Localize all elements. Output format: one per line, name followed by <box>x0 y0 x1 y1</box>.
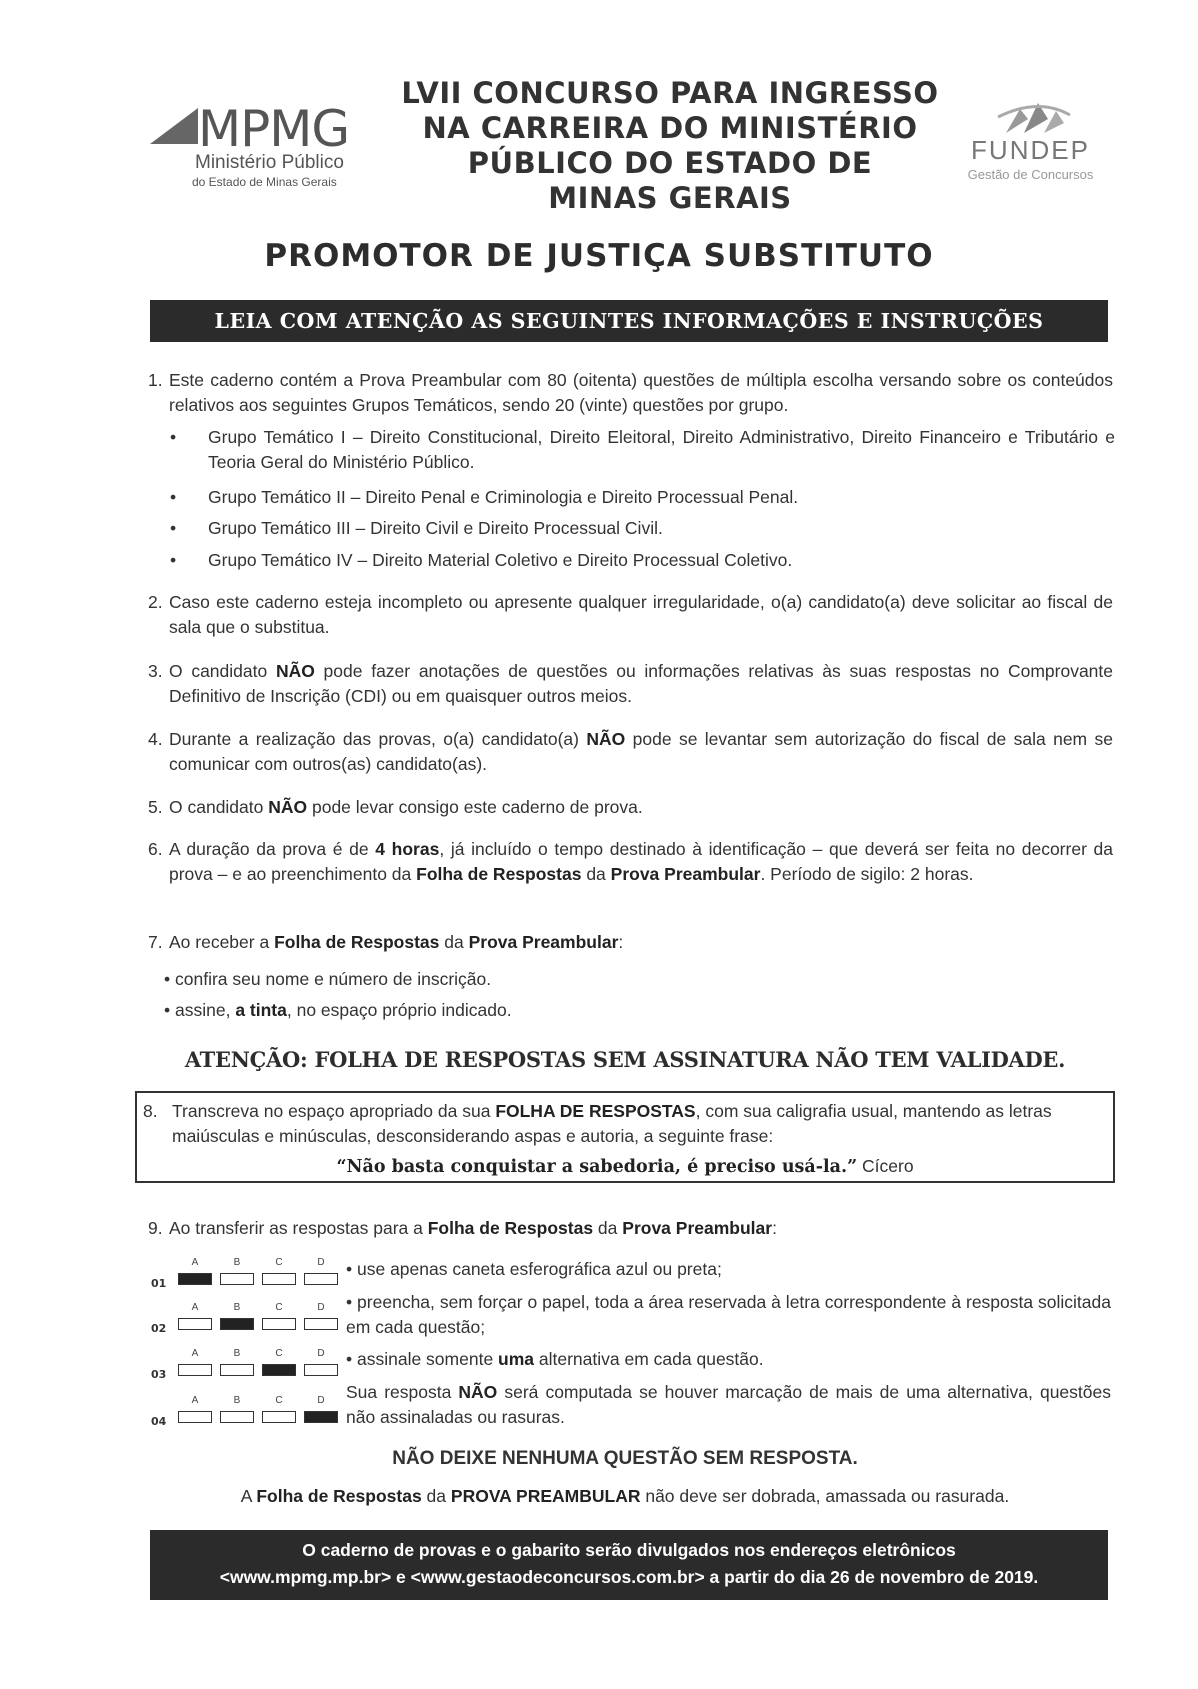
option-a: A <box>178 1257 212 1297</box>
option-d: D <box>304 1395 338 1435</box>
option-d: D <box>304 1257 338 1297</box>
instruction-item-5 <box>148 795 1113 820</box>
bullet-dot-icon: • <box>170 550 177 570</box>
question-number: 03 <box>151 1368 167 1381</box>
item-text: Transcreva no espaço apropriado da sua FOLHA DE RESPOSTAS, com sua caligrafia usual, mantendo as letras maiúsculas e minúsculas, desconsiderando aspas e autoria, a seguinte frase: <box>172 1101 1052 1146</box>
option-c: C <box>262 1257 296 1297</box>
option-box <box>262 1318 296 1330</box>
attention-notice: ATENÇÃO: FOLHA DE RESPOSTAS SEM ASSINATURA NÃO TEM VALIDADE. <box>184 1047 1066 1072</box>
instruction-item-2 <box>148 590 1113 640</box>
title-line: NA CARREIRA DO MINISTÉRIO <box>422 111 918 145</box>
item-number: 6. <box>148 839 163 859</box>
option-d: D <box>304 1348 338 1388</box>
instruction-item-1 <box>148 368 1113 418</box>
bullet-dot-icon: • <box>170 487 177 507</box>
fundep-logo <box>958 95 1128 195</box>
instruction-item-9 <box>148 1216 1113 1241</box>
item-number: 4. <box>148 729 163 749</box>
item7-line-1: • confira seu nome e número de inscrição. <box>164 969 492 989</box>
contest-title <box>380 76 960 216</box>
group-text: Grupo Temático IV – Direito Material Coletivo e Direito Processual Coletivo. <box>208 550 793 570</box>
item-text: Este caderno contém a Prova Preambular com 80 (oitenta) questões de múltipla escolha versando sobre os conteúdos relativos aos seguintes Grupos Temáticos, sendo 20 (vinte) questões por grupo. <box>169 370 1113 415</box>
option-box-filled <box>262 1364 296 1376</box>
option-box <box>178 1364 212 1376</box>
item-text: O candidato NÃO pode levar consigo este caderno de prova. <box>169 797 643 817</box>
option-box-filled <box>220 1318 254 1330</box>
no-blank-notice: NÃO DEIXE NENHUMA QUESTÃO SEM RESPOSTA. <box>392 1448 858 1469</box>
option-box <box>220 1411 254 1423</box>
item-number: 8. <box>143 1101 158 1121</box>
answer-example-row <box>148 1348 338 1388</box>
item-text: Ao transferir as respostas para a Folha de Respostas da Prova Preambular: <box>169 1218 777 1238</box>
question-number: 04 <box>151 1415 167 1428</box>
option-a: A <box>178 1302 212 1342</box>
mpmg-logo-line1: Ministério Público <box>195 152 344 173</box>
option-box <box>304 1273 338 1285</box>
mpmg-logo-word: MPMG <box>198 100 350 158</box>
answer-example-row <box>148 1257 338 1297</box>
item-text: Durante a realização das provas, o(a) candidato(a) NÃO pode se levantar sem autorização do fiscal de sala nem se comunicar com outros(as) candidato(as). <box>169 729 1113 774</box>
option-b: B <box>220 1395 254 1435</box>
answer-example-row <box>148 1395 338 1435</box>
mpmg-triangle-icon <box>150 106 200 146</box>
bullet-dot-icon: • <box>170 427 177 447</box>
group-bullet <box>170 485 1115 510</box>
title-line: PÚBLICO DO ESTADO DE <box>467 146 873 180</box>
item-number: 3. <box>148 661 163 681</box>
title-line: MINAS GERAIS <box>548 181 792 215</box>
option-b: B <box>220 1302 254 1342</box>
quote-line <box>137 1154 1113 1180</box>
quote-author: Cícero <box>857 1156 914 1176</box>
group-bullet <box>170 548 1115 573</box>
instruction-item-6 <box>148 837 1113 887</box>
footer-banner <box>150 1530 1108 1600</box>
fundep-logo-word: FUNDEP <box>971 135 1090 165</box>
footer-line-1: O caderno de provas e o gabarito serão divulgados nos endereços eletrônicos <box>302 1540 956 1560</box>
instruction-item-4 <box>148 727 1113 777</box>
option-box <box>304 1364 338 1376</box>
item-number: 7. <box>148 932 163 952</box>
item-text: Caso este caderno esteja incompleto ou apresente qualquer irregularidade, o(a) candidato(a) deve solicitar ao fiscal de sala que o substitua. <box>169 592 1113 637</box>
option-box-filled <box>304 1411 338 1423</box>
position-title: PROMOTOR DE JUSTIÇA SUBSTITUTO <box>264 238 934 274</box>
option-box <box>262 1411 296 1423</box>
item-number: 9. <box>148 1218 163 1238</box>
mpmg-logo-line2: do Estado de Minas Gerais <box>192 175 337 189</box>
answer-sheet-note: A Folha de Respostas da PROVA PREAMBULAR não deve ser dobrada, amassada ou rasurada. <box>240 1486 1010 1506</box>
fundep-logo-sub: Gestão de Concursos <box>967 167 1094 182</box>
footer-line-2: <www.mpmg.mp.br> e <www.gestaodeconcursos.com.br> a partir do dia 26 de novembro de 2019. <box>219 1567 1039 1587</box>
instruction-item-3 <box>148 659 1113 709</box>
mark-rule-2: • preencha, sem forçar o papel, toda a área reservada à letra correspondente à resposta solicitada em cada questão; <box>346 1292 1111 1337</box>
item-text: O candidato NÃO pode fazer anotações de questões ou informações relativas às suas respostas no Comprovante Definitivo de Inscrição (CDI) ou em quaisquer outros meios. <box>169 661 1114 706</box>
option-c: C <box>262 1395 296 1435</box>
option-a: A <box>178 1395 212 1435</box>
option-box <box>262 1273 296 1285</box>
item-text: Ao receber a Folha de Respostas da Prova Preambular: <box>169 932 624 952</box>
question-number: 01 <box>151 1277 167 1290</box>
bullet-dot-icon: • <box>170 518 177 538</box>
title-line: LVII CONCURSO PARA INGRESSO <box>401 76 939 110</box>
mark-rule-4: Sua resposta NÃO será computada se houver marcação de mais de uma alternativa, questões não assinaladas ou rasuras. <box>346 1382 1111 1427</box>
item7-line-2: • assine, a tinta, no espaço próprio indicado. <box>164 1000 512 1020</box>
mpmg-logo <box>150 100 380 200</box>
option-box <box>178 1411 212 1423</box>
item-text: A duração da prova é de 4 horas, já incluído o tempo destinado à identificação – que deverá ser feita no decorrer da prova – e ao preenchimento da Folha de Respostas da Prova Preambular. Período de sigilo: 2 horas. <box>169 839 1114 884</box>
option-b: B <box>220 1257 254 1297</box>
instructions-banner: LEIA COM ATENÇÃO AS SEGUINTES INFORMAÇÕES E INSTRUÇÕES <box>150 300 1108 342</box>
item-number: 5. <box>148 797 163 817</box>
option-b: B <box>220 1348 254 1388</box>
option-c: C <box>262 1302 296 1342</box>
item-number: 1. <box>148 370 163 390</box>
mark-rule-1: • use apenas caneta esferográfica azul ou preta; <box>346 1259 722 1279</box>
instruction-item-7 <box>148 930 1113 955</box>
option-box <box>178 1318 212 1330</box>
instruction-item-8-box <box>135 1091 1115 1183</box>
group-text: Grupo Temático III – Direito Civil e Direito Processual Civil. <box>208 518 663 538</box>
quote-text: “Não basta conquistar a sabedoria, é preciso usá-la.” <box>336 1157 858 1177</box>
fundep-emblem-icon <box>958 95 1103 137</box>
option-c: C <box>262 1348 296 1388</box>
option-d: D <box>304 1302 338 1342</box>
option-a: A <box>178 1348 212 1388</box>
option-box <box>220 1273 254 1285</box>
answer-example-row <box>148 1302 338 1342</box>
option-box <box>220 1364 254 1376</box>
item-number: 2. <box>148 592 163 612</box>
option-box-filled <box>178 1273 212 1285</box>
question-number: 02 <box>151 1322 167 1335</box>
option-box <box>304 1318 338 1330</box>
group-bullet <box>170 516 1115 541</box>
group-text: Grupo Temático I – Direito Constitucional, Direito Eleitoral, Direito Administrativo, Direito Financeiro e Tributário e Teoria Geral do Ministério Público. <box>208 427 1115 472</box>
mark-rule-3: • assinale somente uma alternativa em cada questão. <box>346 1349 764 1369</box>
group-text: Grupo Temático II – Direito Penal e Criminologia e Direito Processual Penal. <box>208 487 799 507</box>
group-bullet <box>170 425 1115 475</box>
